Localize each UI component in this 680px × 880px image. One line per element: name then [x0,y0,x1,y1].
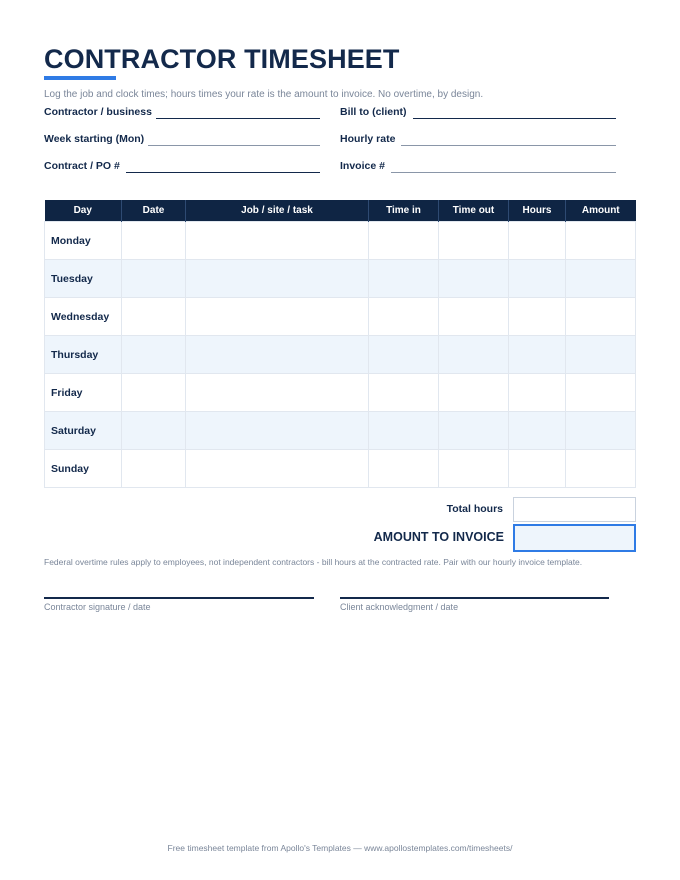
client-signature-line[interactable] [340,597,609,599]
hours-cell[interactable] [509,260,566,298]
time-out-cell[interactable] [439,298,509,336]
hours-cell[interactable] [509,336,566,374]
table-row [45,260,636,298]
time-out-cell[interactable] [439,222,509,260]
contractor-signature-caption: Contractor signature / date [44,602,151,612]
job-cell[interactable] [186,450,369,488]
time-in-cell[interactable] [369,412,439,450]
invoice-field[interactable] [340,160,616,174]
date-cell[interactable] [122,336,186,374]
day-cell: Sunday [45,450,122,488]
week-starting-field[interactable] [44,133,320,147]
bill-to-line[interactable] [413,118,616,119]
amount-cell[interactable] [566,412,636,450]
amount-cell[interactable] [566,336,636,374]
job-cell[interactable] [186,298,369,336]
amount-cell[interactable] [566,222,636,260]
hours-cell[interactable] [509,222,566,260]
time-in-cell[interactable] [369,222,439,260]
job-cell[interactable] [186,222,369,260]
contractor-field[interactable] [44,106,320,120]
amount-cell[interactable] [566,450,636,488]
column-header-amount: Amount [566,200,636,222]
time-in-cell[interactable] [369,450,439,488]
client-signature-caption: Client acknowledgment / date [340,602,459,612]
table-header-row [45,200,636,222]
hours-cell[interactable] [509,374,566,412]
amount-cell[interactable] [566,260,636,298]
table-row [45,374,636,412]
column-header-date: Date [122,200,186,222]
intro-text: Log the job and clock times; hours times your rate is the amount to invoice. No overtime, by design. [44,89,484,100]
table-row [45,336,636,374]
column-header-day: Day [45,200,122,222]
amount-cell[interactable] [566,374,636,412]
column-header-time-out: Time out [439,200,509,222]
table-row [45,298,636,336]
table-row [45,412,636,450]
date-cell[interactable] [122,298,186,336]
page-title: CONTRACTOR TIMESHEET [44,44,400,74]
column-header-time-in: Time in [369,200,439,222]
date-cell[interactable] [122,374,186,412]
day-cell: Tuesday [45,260,122,298]
week-starting-line[interactable] [148,145,320,146]
hourly-rate-line[interactable] [401,145,616,146]
job-cell[interactable] [186,336,369,374]
contractor-line[interactable] [156,118,320,119]
hours-cell[interactable] [509,298,566,336]
bill-to-label: Bill to (client) [340,106,407,118]
hourly-rate-field[interactable] [340,133,616,147]
week-starting-label: Week starting (Mon) [44,133,145,145]
day-cell: Wednesday [45,298,122,336]
total-hours-box[interactable] [513,497,636,522]
contract-po-label: Contract / PO # [44,160,120,172]
time-out-cell[interactable] [439,260,509,298]
hourly-rate-label: Hourly rate [340,133,396,145]
time-in-cell[interactable] [369,336,439,374]
time-out-cell[interactable] [439,450,509,488]
timesheet-table [44,200,636,488]
bill-to-field[interactable] [340,106,616,120]
time-in-cell[interactable] [369,298,439,336]
job-cell[interactable] [186,412,369,450]
amount-cell[interactable] [566,298,636,336]
hours-cell[interactable] [509,450,566,488]
title-accent-rule [44,76,116,80]
column-header-hours: Hours [509,200,566,222]
day-cell: Monday [45,222,122,260]
contract-po-field[interactable] [44,160,320,174]
job-cell[interactable] [186,260,369,298]
total-hours-label: Total hours [446,503,503,515]
job-cell[interactable] [186,374,369,412]
amount-to-invoice-box[interactable] [513,524,636,552]
invoice-label: Invoice # [340,160,385,172]
time-out-cell[interactable] [439,412,509,450]
hours-cell[interactable] [509,412,566,450]
date-cell[interactable] [122,450,186,488]
footer-credit: Free timesheet template from Apollo's Templates — www.apollostemplates.com/timesheets/ [167,843,513,853]
date-cell[interactable] [122,260,186,298]
contractor-signature-line[interactable] [44,597,314,599]
invoice-line[interactable] [391,172,616,173]
table-row [45,222,636,260]
table-row [45,450,636,488]
overtime-note: Federal overtime rules apply to employees, not independent contractors - bill hours at the contracted rate. Pair with our hourly invoice template. [44,557,583,567]
day-cell: Saturday [45,412,122,450]
contractor-label: Contractor / business [44,106,152,118]
day-cell: Thursday [45,336,122,374]
amount-to-invoice-label: AMOUNT TO INVOICE [373,530,504,544]
time-in-cell[interactable] [369,260,439,298]
time-out-cell[interactable] [439,374,509,412]
column-header-job: Job / site / task [186,200,369,222]
contract-po-line[interactable] [126,172,320,173]
date-cell[interactable] [122,222,186,260]
day-cell: Friday [45,374,122,412]
time-out-cell[interactable] [439,336,509,374]
time-in-cell[interactable] [369,374,439,412]
date-cell[interactable] [122,412,186,450]
